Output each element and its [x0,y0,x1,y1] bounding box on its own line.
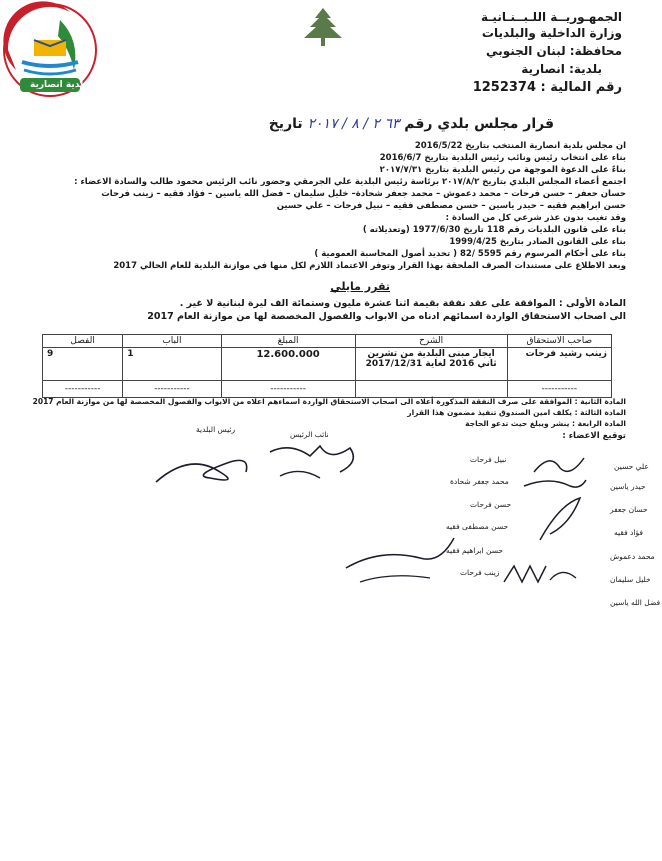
member-mohammad-jaafar-shehade: محمد جعفر شحادة [450,477,509,486]
members-signature-label: توقيع الاعضاء : [562,431,626,441]
preamble-line-10: بناء على أحكام المرسوم رقم 5595 /82 ( تحديد أصول المحاسبة العمومية ) [314,249,626,259]
signature-4 [340,528,460,588]
member-hassan-ibrahim-faqih: حسن ابراهيم فقيه [446,546,504,555]
logo-text: بلدية انصارية [30,80,87,90]
signature-2 [520,472,590,496]
cedar-icon [300,6,346,48]
col-beneficiary: صاحب الاستحقاق [507,335,611,348]
preamble-line-7: وقد تغيب بدون عذر شرعي كل من السادة : [445,213,626,223]
member-mohammad-daamoush: محمد دعموش [610,552,655,561]
member-nabil-farhat: نبيل فرحات [470,455,507,464]
fiscal-number: رقم المالية : 1252374 [472,80,622,95]
member-hassan-farhat: حسن فرحات [470,500,512,509]
preamble-line-4: اجتمع أعضاء المجلس البلدي بتاريخ ٢٠١٧/٨/٢ برئاسة رئيس البلدية علي الجرمقي وحضور نائب الرئيس محمود طالب والسادة الاعضاء : [74,177,626,187]
preamble-line-3: بناءً على الدعوة الموجهة من رئيس البلدية بتاريخ ٢٠١٧/٧/٣١ [379,165,626,175]
total-dash-2: ----------- [221,381,355,398]
preamble-line-9: بناء على القانون الصادر بتاريخ 1999/4/25 [449,237,626,247]
total-dash-4: ----------- [43,381,123,398]
table-header-row [43,335,612,348]
signature-3 [530,494,590,544]
article-1: المادة الأولى : الموافقة على عقد نفقة بقيمة اثنا عشرة مليون وستمائة الف ليرة لبنانية لا غير . [179,298,626,309]
preamble-line-11: وبعد الاطلاع على مستندات الصرف الملحقة بهذا القرار وتوفر الاعتماد اللازم لكل منها في موازنة البلدية للعام الحالي 2017 [113,261,626,271]
member-khalil-sleiman: خليل سليمان [610,575,651,584]
ministry-label: وزارة الداخلية والبلديات [481,26,622,40]
expense-table [42,334,612,398]
explanation-line-2: ثاني 2016 لغاية 2017/12/31 [365,359,497,369]
preamble-line-8: بناء على قانون البلديات رقم 118 تاريخ 1977/6/30 (وتعديلاته ) [362,225,626,235]
table-total-row [43,381,612,398]
member-hassan-mustafa-faqih: حسن مصطفى فقيه [446,522,509,531]
municipality-label: بلدية: انصارية [521,62,602,76]
president-signature [150,432,370,494]
col-section: الفصل [43,335,123,348]
cell-section: 9 [43,348,123,381]
signature-5 [500,560,580,590]
cell-explanation [355,348,507,381]
article-3: المادة الثالثة : يكلف امين الصندوق تنفيذ مضمون هذا القرار [407,408,626,417]
table-row [43,348,612,381]
title-date-word: تاريخ [268,116,303,132]
col-amount: المبلغ [221,335,355,348]
president-label: رئيس البلدية [196,425,236,434]
republic-label: الجمهـوريــة اللـبــنـانيـة [481,10,622,24]
cell-beneficiary: زينب رشيد فرحات [507,348,611,381]
article-1-continued: الى اصحاب الاستحقاق الواردة اسمائهم ادناه من الابواب والفصول المخصصة لها من موازنة العام 2017 [147,311,626,322]
member-hassan-jaafar: حسان جعفر [610,505,648,514]
vice-president-label: نائب الرئيس [290,430,329,439]
total-dash-3: ----------- [123,381,221,398]
member-ali-hussein: علي حسين [614,462,649,471]
member-fouad-faqih: فؤاد فقيه [614,528,643,537]
cell-amount: 12.600.000 [221,348,355,381]
article-2: المادة الثانية : الموافقة على صرف النفقة المذكورة أعلاه الى اصحاب الاستحقاق الواردة اسماءهم اعلاه من الابواب والفصول المخصصة لها من موازنة العام 2017 [32,397,626,406]
preamble-line-1: ان مجلس بلدية انصارية المنتخب بتاريخ 2016/5/22 [414,141,626,151]
member-haidar-yassine: حيدر ياسين [610,482,646,491]
article-4: المادة الرابعة : ينشر ويبلغ حيث تدعو الحاجة [465,419,626,428]
page-title [269,116,554,132]
col-explanation: الشرح [355,335,507,348]
decision-heading: تقرر مايلي [330,280,390,293]
member-fadlallah-yassine: فضل الله ياسين [610,598,661,607]
title-handwritten: ٦٣ ٢ / ٨ / ٢٠١٧ [307,116,400,132]
governorate-label: محافظة: لبنان الجنوبي [486,44,622,58]
col-chapter: الباب [123,335,221,348]
preamble-line-6: حسن ابراهيم فقيه – حيدر ياسين – حسن مصطفى فقيه – نبيل فرحات – علي حسين [276,201,626,211]
title-text: قرار مجلس بلدي رقم [404,116,554,132]
total-dash-1: ----------- [507,381,611,398]
cell-chapter: 1 [123,348,221,381]
preamble-line-2: بناء على انتخاب رئيس ونائب رئيس البلدية بتاريخ 2016/6/7 [379,153,626,163]
explanation-line-1: ايجار مبنى البلدية من تشرين [367,349,495,359]
member-zeinab-farhat: زينب فرحات [460,568,500,577]
preamble-line-5: حسان حعفر – حسن فرحات – محمد دعموش – محمد جعفر شحادة– خليل سليمان – فضل الله ياسين – فؤاد فقيه – زينب فرحات [101,189,626,199]
